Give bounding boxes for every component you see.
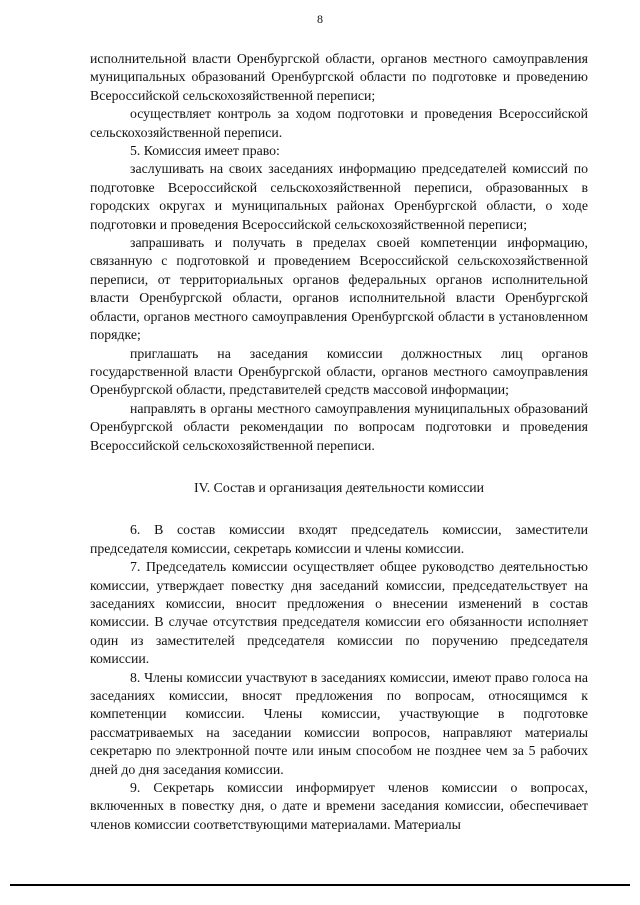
- paragraph-item-8: 8. Члены комиссии участвуют в заседаниях комиссии, имеют право голоса на заседаниях комиссии, вносят предложения по вопросам, относящимся к компетенции комиссии. Члены комиссии, участвующие в подготовке рассматриваемых на заседании комиссии вопросов, направляют материалы секретарю по электронной почте или иным способом не позднее чем за 5 рабочих дней до дня заседания комиссии.: [90, 669, 588, 777]
- page-bottom-rule: [10, 884, 630, 886]
- paragraph-item-6: 6. В состав комиссии входят председатель комиссии, заместители председателя комиссии, секретарь комиссии и члены комиссии.: [90, 522, 588, 556]
- paragraph-item-7: 7. Председатель комиссии осуществляет общее руководство деятельностью комиссии, утверждает повестку дня заседаний комиссии, председательствует на заседаниях комиссии, вносит предложения о внесении изменений в состав комиссии. В случае отсутствия председателя комиссии его обязанности исполняет один из заместителей председателя комиссии по поручению председателя комиссии.: [90, 559, 588, 667]
- paragraph-request-info: запрашивать и получать в пределах своей компетенции информацию, связанную с подготовкой и проведением Всероссийской сельскохозяйственной переписи, от территориальных органов федеральных органов исполнительной власти Оренбургской области, органов исполнительной власти Оренбургской области, органов местного самоуправления Оренбургской области в установленном порядке;: [90, 235, 588, 343]
- paragraph-continuation: исполнительной власти Оренбургской области, органов местного самоуправления муниципальных образований Оренбургской области по подготовке и проведению Всероссийской сельскохозяйственной переписи;: [90, 51, 588, 103]
- paragraph-item-9: 9. Секретарь комиссии информирует членов комиссии о вопросах, включенных в повестку дня, о дате и времени заседания комиссии, обеспечивает членов комиссии соответствующими материалами. Материалы: [90, 780, 588, 832]
- paragraph-invite: приглашать на заседания комиссии должностных лиц органов государственной власти Оренбургской области, органов местного самоуправления Оренбургской области, представителей средств массовой информации;: [90, 345, 588, 398]
- document-body: [90, 50, 588, 834]
- paragraph-recommendations: направлять в органы местного самоуправления муниципальных образований Оренбургской области рекомендации по вопросам подготовки и проведения Всероссийской сельскохозяйственной переписи.: [90, 400, 588, 453]
- paragraph-control: осуществляет контроль за ходом подготовки и проведения Всероссийской сельскохозяйственной переписи.: [90, 106, 588, 140]
- paragraph-item-5: 5. Комиссия имеет право:: [130, 143, 280, 159]
- paragraph-hear-info: заслушивать на своих заседаниях информацию председателей комиссий по подготовке Всероссийской сельскохозяйственной переписи, образованных в городских округах и муниципальных районах Оренбургской области, о ходе подготовки и проведения Всероссийской сельскохозяйственной переписи;: [90, 161, 588, 232]
- section-heading: IV. Состав и организация деятельности комиссии: [193, 479, 485, 495]
- page-number: 8: [317, 12, 323, 26]
